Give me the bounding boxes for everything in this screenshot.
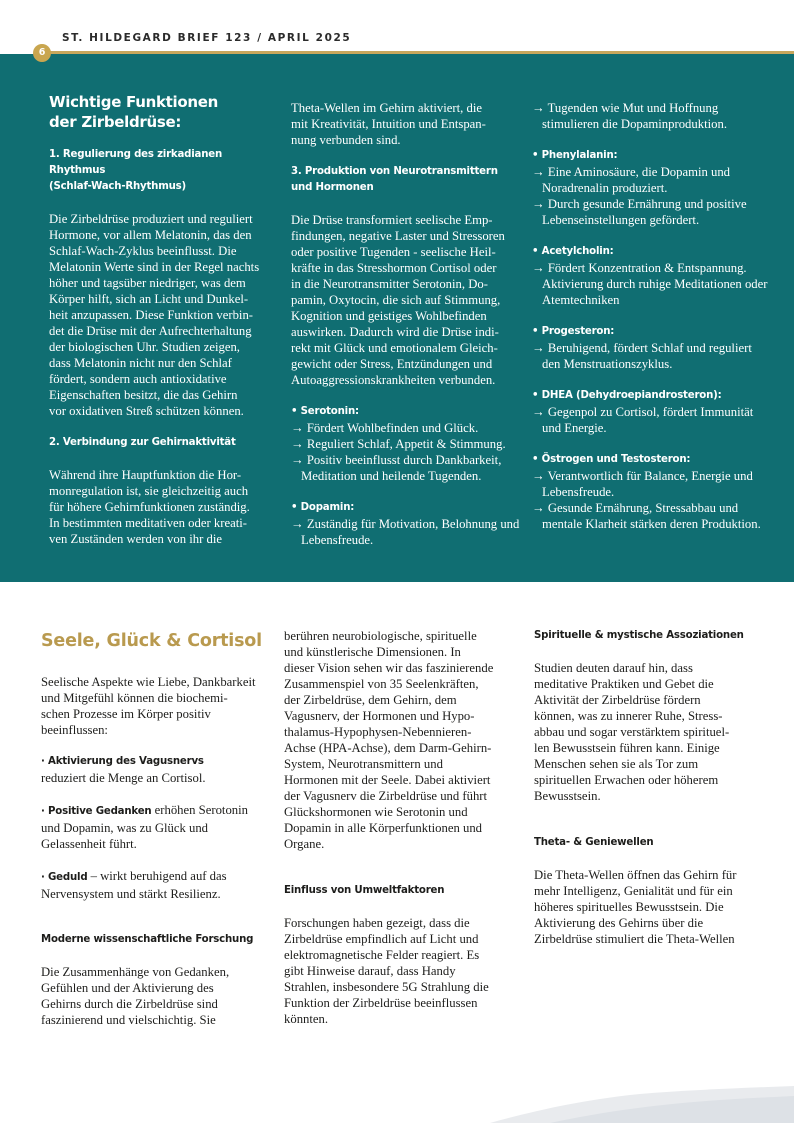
soul-column-1	[41, 630, 273, 1028]
progesteron-title: • Progesteron:	[532, 326, 615, 337]
research-text: Die Zusammenhänge von Gedanken, Gefühlen und der Aktivierung des Gehirns durch die Zirbeldrüse sind faszinierend und vielschichtig. Sie	[41, 965, 230, 1027]
spiritual-title: Spirituelle & mystische Assoziationen	[534, 630, 744, 641]
environment-text: Forschungen haben gezeigt, dass die Zirbeldrüse empfindlich auf Licht und elektromagnetische Felder reagiert. Es gibt Hinweise darauf, dass Handy Strahlen, insbesondere 5G Strahlung die Funktion der Zirbeldrüse beeinflussen könnten.	[284, 916, 489, 1026]
dopamin-list	[291, 516, 523, 548]
research-title: Moderne wissenschaftliche Forschung	[41, 934, 254, 945]
acetylcholin-title: • Acetylcholin:	[532, 246, 614, 257]
section-2-continued: Theta-Wellen im Gehirn aktiviert, die mit Kreativität, Intuition und Entspan- nung verbunden sind.	[291, 101, 486, 147]
dhea-title: • DHEA (Dehydroepiandrosteron):	[532, 390, 722, 401]
list-item: → Zuständig für Motivation, Belohnung und Lebensfreude.	[291, 517, 520, 547]
list-item: → Durch gesunde Ernährung und positive Lebenseinstellungen gefördert.	[532, 197, 747, 227]
section-3-title: 3. Produktion von Neurotransmittern und Hormonen	[291, 166, 498, 193]
soul-intro: Seelische Aspekte wie Liebe, Dankbarkeit und Mitgefühl können die biochemi- schen Prozesse im Körper positiv beeinflussen:	[41, 675, 256, 737]
list-item: · Aktivierung des Vagusnervs reduziert die Menge an Cortisol.	[41, 756, 206, 785]
functions-heading: Wichtige Funktionen der Zirbeldrüse:	[49, 93, 218, 131]
list-item: → Gegenpol zu Cortisol, fördert Immunität und Energie.	[532, 405, 754, 435]
environment-title: Einfluss von Umweltfaktoren	[284, 885, 445, 896]
list-item: → Eine Aminosäure, die Dopamin und Noradrenalin produziert.	[532, 165, 731, 195]
section-1-text: Die Zirbeldrüse produziert und reguliert Hormone, vor allem Melatonin, das den Schlaf-Wach-Zyklus beeinflusst. Die Melatonin Werte sind in der Regel nachts höher und tagsüber niedriger, was dem Körper hilft, sich an Licht und Dunkel- heit anzupassen. Diese Funktion verbin- det die Drüse mit der Aufrechterhaltung der biologischen Uhr. Studien zeigen, dass Melatonin nicht nur den Schlaf fördert, sondern auch antioxidative Eigenschaften besitzt, die das Gehirn vor oxidativen Streß schützen können.	[49, 212, 260, 418]
serotonin-title: • Serotonin:	[291, 406, 359, 417]
functions-section	[0, 54, 794, 582]
functions-column-2	[291, 100, 523, 548]
list-item: → Verantwortlich für Balance, Energie und Lebensfreude.	[532, 469, 753, 499]
section-2-title: 2. Verbindung zur Gehirnaktivität	[49, 437, 236, 448]
page-header	[0, 0, 794, 56]
dopamin-title: • Dopamin:	[291, 502, 355, 513]
soul-section-title: Seele, Glück & Cortisol	[41, 631, 262, 651]
list-item: → Fördert Konzentration & Entspannung. Aktivierung durch ruhige Meditationen oder Atemtechniken	[532, 261, 768, 307]
section-3-text: Die Drüse transformiert seelische Emp- findungen, negative Laster und Stressoren oder positive Tugenden - seelische Heil- kräfte in das Stresshormon Cortisol oder in die Neurotransmitter Serotonin, Do- pamin, Oxytocin, die sich auf Stimmung, Kognition und geistiges Wohlbefinden auswirken. Dadurch wird die Drüse indi- rekt mit Glück und emotionalem Gleich- gewicht oder Stress, Entzündungen und Autoaggressionskrankheiten verbunden.	[291, 213, 505, 387]
functions-column-3	[532, 100, 768, 532]
soul-column-3	[534, 628, 770, 947]
research-text-continued: berühren neurobiologische, spirituelle und künstlerische Dimensionen. In dieser Vision sehen wir das faszinierende Zusammenspiel von 35 Seelenkräften, der Zirbeldrüse, dem Gehirn, dem Vagusnerv, der Hormonen und Hypo- thalamus-Hypophysen-Nebennieren- Achse (HPA-Achse), dem Darm-Gehirn- System, Neurotransmittern und Hormonen mit der Seele. Dabei aktiviert der Vagusnerv die Zirbeldrüse und führt Glückshormonen wie Serotonin und Dopamin in alle Körperfunktionen und Organe.	[284, 629, 494, 851]
phenylalanin-title: • Phenylalanin:	[532, 150, 618, 161]
soul-column-2	[284, 628, 520, 1027]
theta-title: Theta- & Geniewellen	[534, 837, 654, 848]
decorative-landscape-graphic	[490, 1082, 794, 1123]
dopamin-list-continued: → Tugenden wie Mut und Hoffnung stimulieren die Dopaminproduktion.	[532, 101, 727, 131]
page-number-badge: 6	[33, 44, 51, 62]
list-item: → Positiv beeinflusst durch Dankbarkeit, Meditation und heilende Tugenden.	[291, 453, 502, 483]
oestrogen-title: • Östrogen und Testosteron:	[532, 454, 691, 465]
list-item: → Gesunde Ernährung, Stressabbau und mentale Klarheit stärken deren Produktion.	[532, 501, 761, 531]
spiritual-text: Studien deuten darauf hin, dass meditative Praktiken und Gebet die Aktivität der Zirbeldrüse fördern können, was zu innerer Ruhe, Stress- abbau und sogar verstärktem spirituel- len Bewusstsein führen kann. Einige Menschen sehen sie als Tor zum spirituellen Erwachen oder höherem Bewusstsein.	[534, 661, 730, 803]
functions-column-1	[49, 92, 281, 547]
list-item: · Positive Gedanken erhöhen Serotonin und Dopamin, was zu Glück und Gelassenheit führt.	[41, 803, 248, 851]
section-1-title: 1. Regulierung des zirkadianen Rhythmus (Schlaf-Wach-Rhythmus)	[49, 149, 223, 192]
section-2-text: Während ihre Hauptfunktion die Hor- monregulation ist, sie gleichzeitig auch für höhere Gehirnfunktionen zuständig. In bestimmten meditativen oder kreati- ven Zuständen werden von ihr die	[49, 468, 250, 546]
list-item: · Geduld – wirkt beruhigend auf das Nervensystem und stärkt Resilienz.	[41, 869, 227, 901]
theta-text: Die Theta-Wellen öffnen das Gehirn für mehr Intelligenz, Genialität und für ein höheres spirituelles Bewusstsein. Die Aktivierung des Gehirns über die Zirbeldrüse stimuliert die Theta-Wellen	[534, 868, 737, 946]
list-item: → Reguliert Schlaf, Appetit & Stimmung.	[291, 437, 506, 451]
header-title: ST. HILDEGARD BRIEF 123 / APRIL 2025	[62, 32, 352, 44]
serotonin-list	[291, 420, 523, 484]
list-item: → Fördert Wohlbefinden und Glück.	[291, 421, 479, 435]
list-item: → Beruhigend, fördert Schlaf und reguliert den Menstruationszyklus.	[532, 341, 752, 371]
